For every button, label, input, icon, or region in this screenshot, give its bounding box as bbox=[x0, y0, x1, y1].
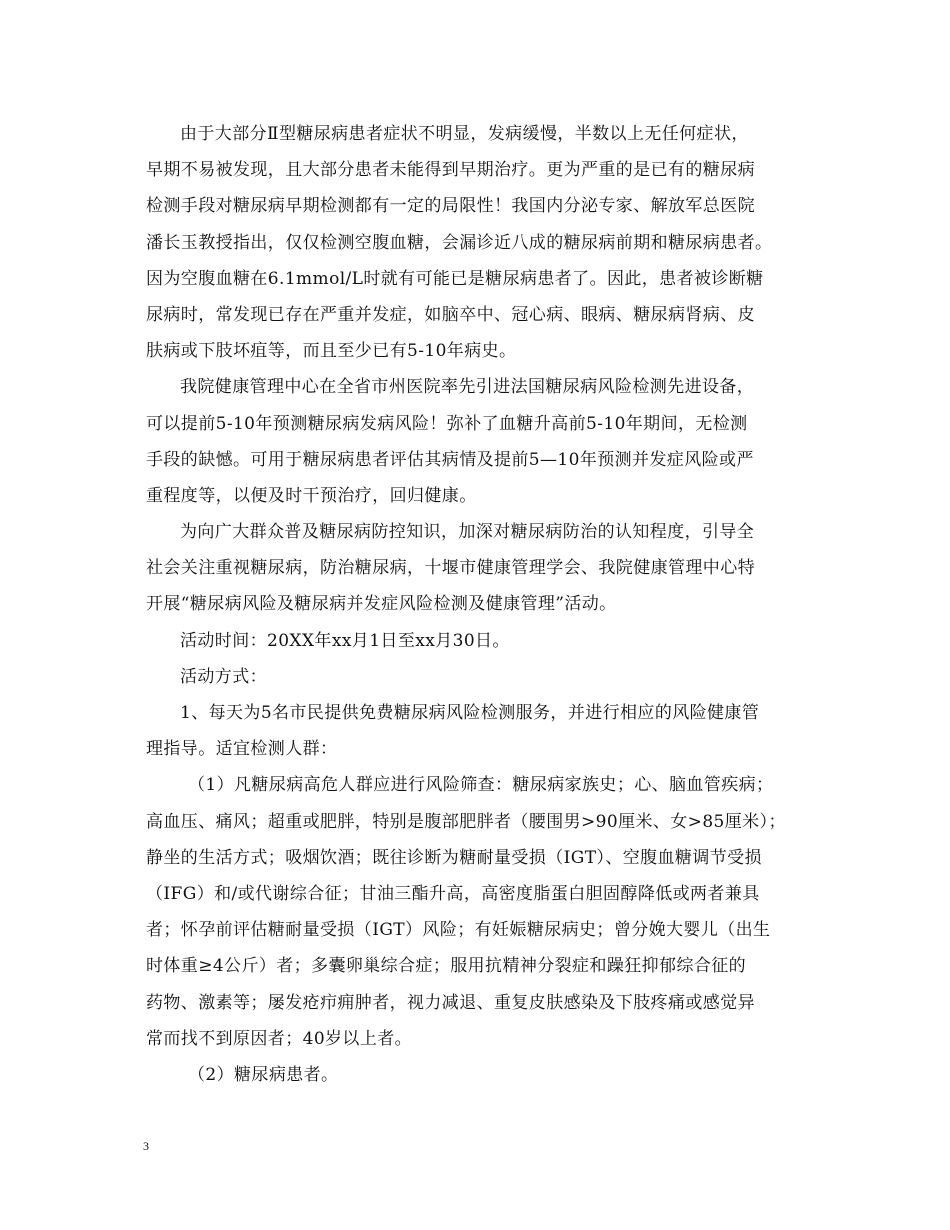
sub-item-line: 静坐的生活方式；吸烟饮酒；既往诊断为糖耐量受损（IGT）、空腹血糖调节受损 bbox=[146, 847, 762, 868]
paragraph-line: 由于大部分Ⅱ型糖尿病患者症状不明显，发病缓慢，半数以上无任何症状， bbox=[180, 124, 749, 144]
list-item-line: 理指导。适宜检测人群： bbox=[146, 739, 338, 760]
paragraph-line: 潘长玉教授指出，仅仅检测空腹血糖，会漏诊近八成的糖尿病前期和糖尿病患者。 bbox=[146, 232, 773, 253]
sub-item-line: 药物、激素等；屡发疮疖痈肿者，视力减退、重复皮肤感染及下肢疼痛或感觉异 bbox=[146, 992, 755, 1013]
paragraph-line: 尿病时，常发现已存在严重并发症，如脑卒中、冠心病、眼病、糖尿病肾病、皮 bbox=[146, 304, 755, 325]
activity-time-line: 活动时间：20XX年xx月1日至xx月30日。 bbox=[180, 630, 510, 651]
document-body bbox=[146, 116, 806, 1093]
activity-method-heading: 活动方式： bbox=[180, 666, 267, 687]
paragraph-line: 检测手段对糖尿病早期检测都有一定的局限性！我国内分泌专家、解放军总医院 bbox=[146, 196, 755, 217]
paragraph-line: 因为空腹血糖在6.1mmol/L时就有可能已是糖尿病患者了。因此，患者被诊断糖 bbox=[146, 268, 764, 289]
sub-item-line: （1）凡糖尿病高危人群应进行风险筛查：糖尿病家族史；心、脑血管疾病； bbox=[188, 775, 774, 796]
sub-item-line: 常而找不到原因者；40岁以上者。 bbox=[146, 1028, 413, 1049]
paragraph-line: 社会关注重视糖尿病，防治糖尿病，十堰市健康管理学会、我院健康管理中心特 bbox=[146, 558, 755, 579]
paragraph-line: 开展“糖尿病风险及糖尿病并发症风险检测及健康管理”活动。 bbox=[146, 594, 617, 615]
page-number: 3 bbox=[143, 1139, 149, 1153]
paragraph-line: 早期不易被发现，且大部分患者未能得到早期治疗。更为严重的是已有的糖尿病 bbox=[146, 160, 755, 181]
paragraph-line: 我院健康管理中心在全省市州医院率先引进法国糖尿病风险检测先进设备， bbox=[180, 377, 755, 398]
paragraph-line: 可以提前5-10年预测糖尿病发病风险！弥补了血糖升高前5-10年期间，无检测 bbox=[146, 413, 748, 434]
paragraph-line: 重程度等，以便及时干预治疗，回归健康。 bbox=[146, 485, 477, 506]
sub-item-line: （IFG）和/或代谢综合征；甘油三酯升高，高密度脂蛋白胆固醇降低或两者兼具 bbox=[146, 883, 760, 904]
paragraph-line: 肤病或下肢坏疽等，而且至少已有5-10年病史。 bbox=[146, 341, 517, 362]
list-item-line: 1、每天为5名市民提供免费糖尿病风险检测服务，并进行相应的风险健康管 bbox=[180, 703, 760, 723]
sub-item-line: （2）糖尿病患者。 bbox=[188, 1064, 339, 1085]
sub-item-line: 时体重≥4公斤）者；多囊卵巢综合症；服用抗精神分裂症和躁狂抑郁综合征的 bbox=[146, 956, 747, 977]
sub-item-line: 者；怀孕前评估糖耐量受损（IGT）风险；有妊娠糖尿病史；曾分娩大婴儿（出生 bbox=[146, 920, 771, 941]
paragraph-line: 手段的缺憾。可用于糖尿病患者评估其病情及提前5—10年预测并发症风险或严 bbox=[146, 449, 754, 470]
sub-item-line: 高血压、痛风；超重或肥胖，特别是腹部肥胖者（腰围男>90厘米、女>85厘米）； bbox=[146, 811, 786, 832]
paragraph-line: 为向广大群众普及糖尿病防控知识，加深对糖尿病防治的认知程度，引导全 bbox=[180, 522, 755, 543]
